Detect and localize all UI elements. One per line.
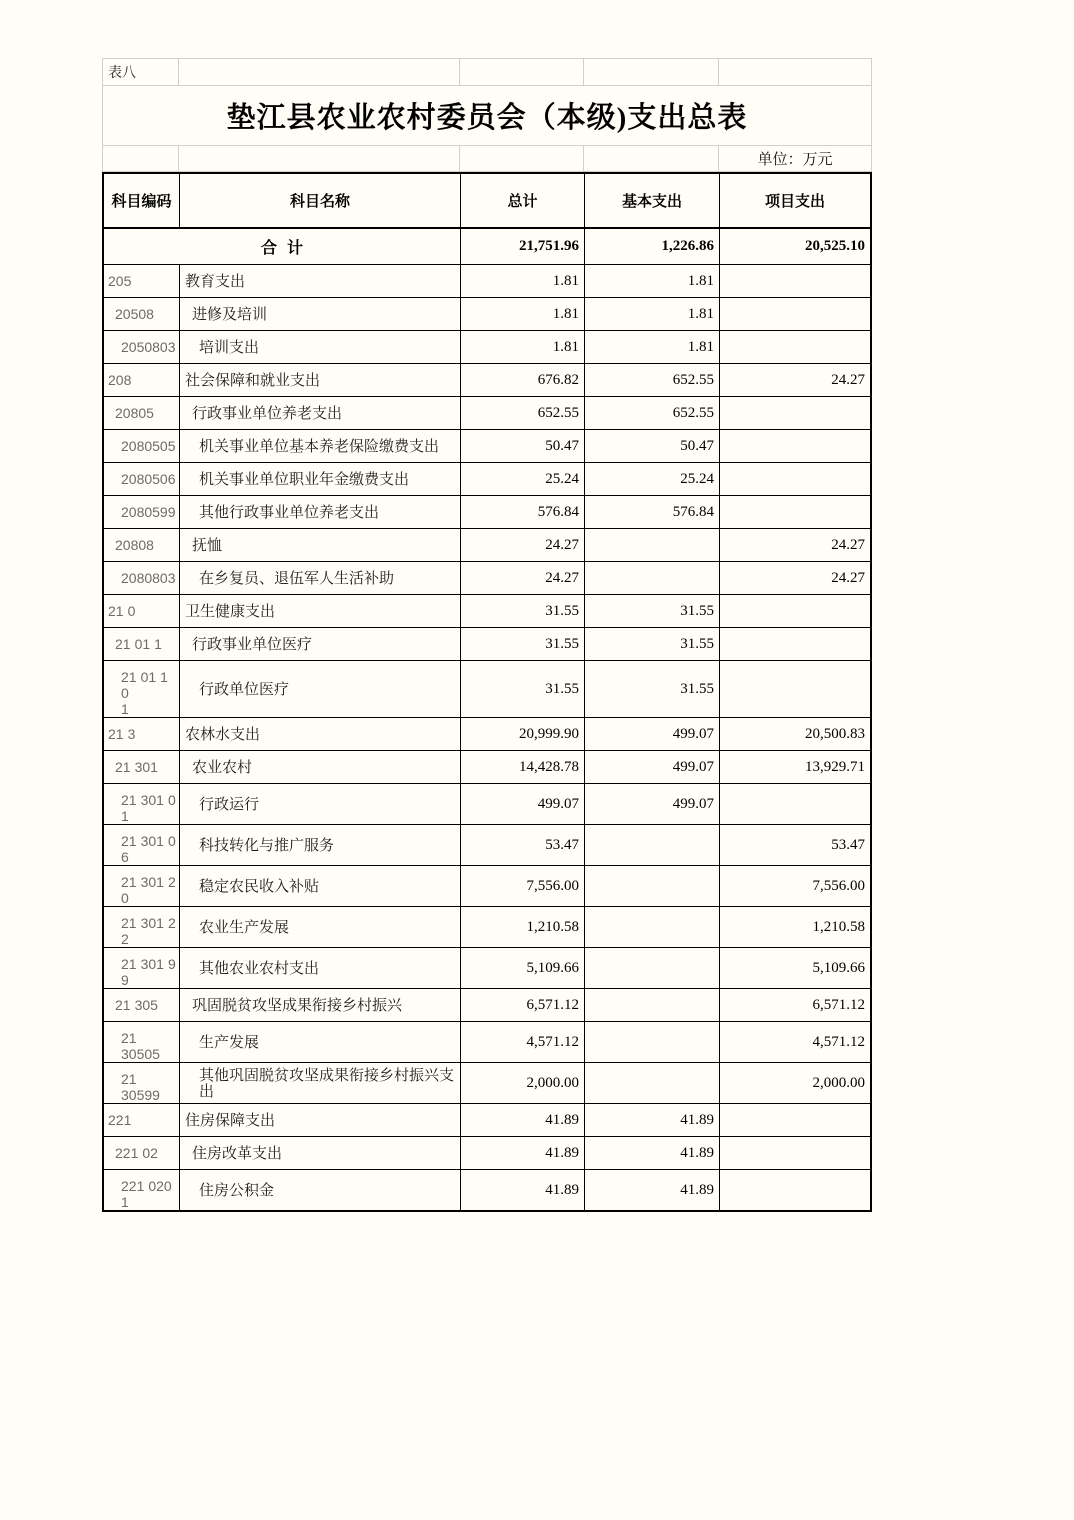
grand-total-basic: 1,226.86 — [585, 229, 720, 264]
name-cell: 科技转化与推广服务 — [180, 825, 461, 865]
project-cell — [720, 265, 870, 297]
code-cell: 21 301 0 1 — [104, 784, 180, 824]
basic-cell — [585, 562, 720, 594]
basic-cell: 576.84 — [585, 496, 720, 528]
sheet-label: 表八 — [108, 66, 136, 81]
total-cell: 41.89 — [461, 1104, 585, 1136]
table-row — [104, 1063, 870, 1104]
code-cell: 2080803 — [104, 562, 180, 594]
table-row — [104, 595, 870, 628]
project-cell — [720, 628, 870, 660]
name-cell: 其他农业农村支出 — [180, 948, 461, 988]
total-cell: 31.55 — [461, 595, 585, 627]
name-cell: 其他行政事业单位养老支出 — [180, 496, 461, 528]
basic-cell: 1.81 — [585, 265, 720, 297]
name-cell: 住房改革支出 — [180, 1137, 461, 1169]
table-row — [104, 825, 870, 866]
col-header-basic: 基本支出 — [585, 174, 720, 227]
total-cell: 41.89 — [461, 1137, 585, 1169]
code-cell: 21 3 — [104, 718, 180, 750]
name-cell: 巩固脱贫攻坚成果衔接乡村振兴 — [180, 989, 461, 1021]
name-cell: 行政事业单位养老支出 — [180, 397, 461, 429]
project-cell: 7,556.00 — [812, 877, 865, 894]
title-row — [103, 86, 871, 146]
table-row — [104, 718, 870, 751]
expenditure-sheet — [102, 58, 872, 1212]
code-cell: 20508 — [104, 298, 180, 330]
table-row — [104, 529, 870, 562]
code-cell: 2080506 — [104, 463, 180, 495]
col-header-name: 科目名称 — [180, 174, 461, 227]
total-cell: 1,210.58 — [461, 907, 585, 947]
total-cell: 53.47 — [461, 825, 585, 865]
project-cell — [720, 397, 870, 429]
grand-total-row — [104, 229, 870, 265]
basic-cell: 50.47 — [585, 430, 720, 462]
code-cell: 2130599 — [104, 1063, 180, 1103]
code-cell: 2130505 — [104, 1022, 180, 1062]
project-cell: 24.27 — [831, 569, 865, 586]
grand-total-label: 合计 — [104, 229, 461, 264]
name-cell: 卫生健康支出 — [180, 595, 461, 627]
project-cell — [720, 430, 870, 462]
code-cell: 205 — [104, 265, 180, 297]
total-cell: 1.81 — [461, 265, 585, 297]
table-header-row — [104, 174, 870, 229]
basic-cell: 1.81 — [585, 331, 720, 363]
table-row — [104, 430, 870, 463]
table-row — [104, 866, 870, 907]
total-cell: 14,428.78 — [461, 751, 585, 783]
code-cell: 21 301 2 0 — [104, 866, 180, 906]
total-cell: 576.84 — [461, 496, 585, 528]
total-cell: 6,571.12 — [461, 989, 585, 1021]
table-row — [104, 989, 870, 1022]
code-cell: 221 02 — [104, 1137, 180, 1169]
col-header-project: 项目支出 — [764, 193, 825, 210]
basic-cell: 41.89 — [585, 1170, 720, 1210]
table-row — [104, 948, 870, 989]
top-grid — [102, 58, 872, 172]
project-cell: 53.47 — [831, 836, 865, 853]
basic-cell — [585, 907, 720, 947]
table-row — [104, 463, 870, 496]
basic-cell — [585, 529, 720, 561]
basic-cell: 41.89 — [585, 1104, 720, 1136]
code-cell: 20805 — [104, 397, 180, 429]
basic-cell: 31.55 — [585, 628, 720, 660]
table-row — [104, 1170, 870, 1210]
total-cell: 31.55 — [461, 661, 585, 717]
table-row — [104, 496, 870, 529]
basic-cell: 499.07 — [585, 718, 720, 750]
basic-cell — [585, 1063, 720, 1103]
total-cell: 5,109.66 — [461, 948, 585, 988]
project-cell — [720, 496, 870, 528]
code-cell: 21 305 — [104, 989, 180, 1021]
total-cell: 41.89 — [461, 1170, 585, 1210]
project-cell — [720, 298, 870, 330]
code-cell: 20808 — [104, 529, 180, 561]
table-row — [104, 784, 870, 825]
name-cell: 其他巩固脱贫攻坚成果衔接乡村振兴支出 — [180, 1063, 461, 1103]
table-row — [104, 661, 870, 718]
project-cell: 24.27 — [831, 371, 865, 388]
basic-cell — [585, 948, 720, 988]
project-cell — [720, 463, 870, 495]
total-cell: 25.24 — [461, 463, 585, 495]
name-cell: 进修及培训 — [180, 298, 461, 330]
table-row — [104, 562, 870, 595]
project-cell: 20,500.83 — [805, 725, 865, 742]
grand-total-project: 20,525.10 — [805, 238, 865, 254]
basic-cell: 31.55 — [585, 661, 720, 717]
code-cell: 208 — [104, 364, 180, 396]
name-cell: 抚恤 — [180, 529, 461, 561]
col-header-total: 总计 — [461, 174, 585, 227]
project-cell: 5,109.66 — [812, 959, 865, 976]
basic-cell: 31.55 — [585, 595, 720, 627]
code-cell: 2080505 — [104, 430, 180, 462]
code-cell: 221 — [104, 1104, 180, 1136]
project-cell: 6,571.12 — [812, 996, 865, 1013]
project-cell — [720, 784, 870, 824]
total-cell: 1.81 — [461, 331, 585, 363]
basic-cell: 499.07 — [585, 751, 720, 783]
table-row — [104, 298, 870, 331]
name-cell: 住房公积金 — [180, 1170, 461, 1210]
name-cell: 培训支出 — [180, 331, 461, 363]
expenditure-table — [102, 172, 872, 1212]
name-cell: 行政运行 — [180, 784, 461, 824]
project-cell: 24.27 — [831, 536, 865, 553]
basic-cell: 652.55 — [585, 364, 720, 396]
name-cell: 生产发展 — [180, 1022, 461, 1062]
table-row — [104, 265, 870, 298]
total-cell: 24.27 — [461, 562, 585, 594]
name-cell: 稳定农民收入补贴 — [180, 866, 461, 906]
project-cell: 13,929.71 — [805, 758, 865, 775]
unit-row — [103, 146, 871, 172]
table-row — [104, 628, 870, 661]
table-row — [104, 751, 870, 784]
name-cell: 教育支出 — [180, 265, 461, 297]
basic-cell: 1.81 — [585, 298, 720, 330]
name-cell: 农业农村 — [180, 751, 461, 783]
total-cell: 499.07 — [461, 784, 585, 824]
name-cell: 农业生产发展 — [180, 907, 461, 947]
project-cell: 4,571.12 — [812, 1033, 865, 1050]
table-row — [104, 1022, 870, 1063]
total-cell: 652.55 — [461, 397, 585, 429]
code-cell: 21 0 — [104, 595, 180, 627]
total-cell: 1.81 — [461, 298, 585, 330]
code-cell: 221 020 1 — [104, 1170, 180, 1210]
total-cell: 676.82 — [461, 364, 585, 396]
table-body — [104, 265, 870, 1210]
table-row — [104, 331, 870, 364]
basic-cell — [585, 866, 720, 906]
basic-cell — [585, 825, 720, 865]
total-cell: 2,000.00 — [461, 1063, 585, 1103]
code-cell: 21 301 0 6 — [104, 825, 180, 865]
project-cell — [720, 331, 870, 363]
project-cell — [720, 661, 870, 717]
grand-total-total: 21,751.96 — [461, 229, 585, 264]
name-cell: 社会保障和就业支出 — [180, 364, 461, 396]
table-row — [104, 397, 870, 430]
unit-label: 单位：万元 — [757, 152, 833, 168]
total-cell: 7,556.00 — [461, 866, 585, 906]
project-cell — [720, 595, 870, 627]
project-cell: 2,000.00 — [812, 1074, 865, 1091]
project-cell — [720, 1137, 870, 1169]
total-cell: 31.55 — [461, 628, 585, 660]
code-cell: 2050803 — [104, 331, 180, 363]
name-cell: 行政事业单位医疗 — [180, 628, 461, 660]
name-cell: 机关事业单位基本养老保险缴费支出 — [180, 430, 461, 462]
total-cell: 4,571.12 — [461, 1022, 585, 1062]
basic-cell: 41.89 — [585, 1137, 720, 1169]
table-row — [104, 1137, 870, 1170]
name-cell: 住房保障支出 — [180, 1104, 461, 1136]
page-title: 垫江县农业农村委员会（本级)支出总表 — [226, 102, 748, 134]
basic-cell: 499.07 — [585, 784, 720, 824]
name-cell: 行政单位医疗 — [180, 661, 461, 717]
sheet-label-row — [103, 59, 871, 86]
basic-cell — [585, 989, 720, 1021]
name-cell: 机关事业单位职业年金缴费支出 — [180, 463, 461, 495]
project-cell — [720, 1170, 870, 1210]
table-row — [104, 364, 870, 397]
code-cell: 21 301 — [104, 751, 180, 783]
code-cell: 21 301 9 9 — [104, 948, 180, 988]
total-cell: 20,999.90 — [461, 718, 585, 750]
name-cell: 农林水支出 — [180, 718, 461, 750]
project-cell: 1,210.58 — [812, 918, 865, 935]
code-cell: 2080599 — [104, 496, 180, 528]
code-cell: 21 01 1 — [104, 628, 180, 660]
code-cell: 21 301 2 2 — [104, 907, 180, 947]
total-cell: 24.27 — [461, 529, 585, 561]
name-cell: 在乡复员、退伍军人生活补助 — [180, 562, 461, 594]
table-row — [104, 1104, 870, 1137]
code-cell: 21 01 10 1 — [104, 661, 180, 717]
basic-cell: 652.55 — [585, 397, 720, 429]
project-cell — [720, 1104, 870, 1136]
basic-cell: 25.24 — [585, 463, 720, 495]
basic-cell — [585, 1022, 720, 1062]
table-row — [104, 907, 870, 948]
col-header-code: 科目编码 — [104, 174, 180, 227]
total-cell: 50.47 — [461, 430, 585, 462]
